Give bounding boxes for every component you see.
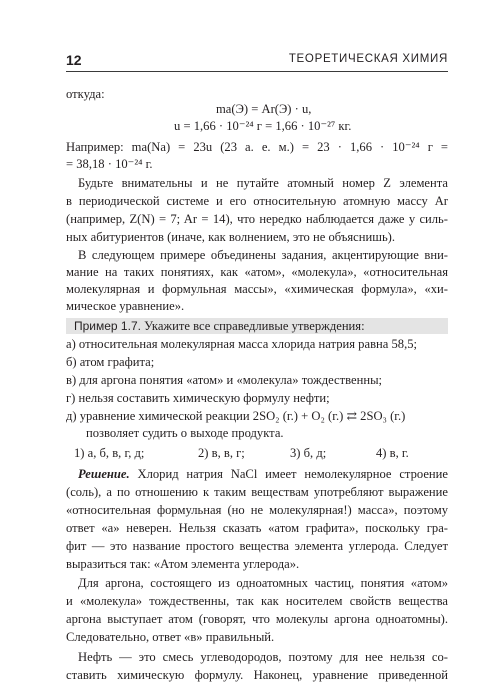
- running-title: ТЕОРЕТИЧЕСКАЯ ХИМИЯ: [288, 53, 448, 65]
- warning-line-1: Будьте внимательны и не путайте атомный номер Z элемента: [78, 176, 448, 190]
- formula-atomic-mass: mа(Э) = Ar(Э) · u,: [216, 102, 312, 116]
- example-na-line-2: = 38,18 · 10⁻²⁴ г.: [66, 157, 153, 171]
- next-line-1: В следующем примере объединены задания, акцентирующие вни-: [78, 248, 448, 262]
- argon-line-2: и «молекула» тождественны, так как носителем свойств вещества: [66, 594, 448, 608]
- answer-option-1: 1) а, б, в, г, д;: [74, 446, 145, 460]
- statement-a: а) относительная молекулярная масса хлорида натрия равна 58,5;: [66, 337, 418, 351]
- answer-option-2: 2) в, в, г;: [198, 446, 245, 460]
- answer-option-3: 3) б, д;: [290, 446, 327, 460]
- next-line-2: мание на таких понятиях, как «атом», «молекула», «относительная: [66, 265, 448, 279]
- solution-label: Решение.: [78, 467, 130, 481]
- solution-line-5: фит — это название простого вещества элемента углерода. Следует: [66, 539, 448, 553]
- word-otkuda: откуда:: [66, 87, 105, 101]
- statement-d-continued: позволяет судить о выходе продукта.: [86, 426, 284, 440]
- argon-line-1: Для аргона, состоящего из одноатомных частиц, понятия «атом»: [78, 576, 448, 590]
- statement-g: г) нельзя составить химическую формулу нефти;: [66, 391, 330, 405]
- page-number: 12: [66, 52, 82, 68]
- next-line-3: молекулярная и формульная массы», «химическая формула», «хи-: [66, 282, 448, 296]
- header-rule: [66, 71, 448, 72]
- statement-v: в) для аргона понятия «атом» и «молекула» тождественны;: [66, 373, 383, 387]
- warning-line-3: (например, Z(N) = 7; Ar = 14), что нередко наблюдается даже у силь-: [66, 212, 448, 226]
- answer-option-4: 4) в, г.: [376, 446, 409, 460]
- solution-line-6: выразиться так: «Атом элемента углерода».: [66, 557, 300, 571]
- solution-line-4: ответ «а» неверен. Нельзя сказать «атом графита», поскольку гра-: [66, 521, 448, 535]
- example-heading: [74, 318, 365, 334]
- formula-amu: u = 1,66 · 10⁻²⁴ г = 1,66 · 10⁻²⁷ кг.: [174, 119, 352, 133]
- solution-line-3: «относительная формульная (но не молекулярная!) масса», поэтому: [66, 503, 448, 517]
- example-prompt: Укажите все справедливые утверждения:: [144, 319, 365, 333]
- oil-line-2: ставить химическую формулу. Наконец, уравнение приведенной: [66, 668, 448, 682]
- solution-line-2: (соль), а по отношению к таким веществам употребляют выражение: [66, 485, 448, 499]
- warning-line-4: ных абитуриентов (иначе, как волнением, это не объяснишь).: [66, 230, 396, 244]
- example-label: Пример 1.7.: [74, 319, 141, 333]
- next-line-4: мическое уравнение».: [66, 299, 185, 313]
- example-na-line-1: Например: mа(Na) = 23u (23 а. е. м.) = 23 · 1,66 · 10⁻²⁴ г =: [66, 140, 448, 154]
- warning-line-2: в периодической системе и его относительную атомную массу Ar: [66, 194, 448, 208]
- solution-first-sentence: Хлорид натрия NaCl имеет немолекулярное строение: [137, 467, 448, 481]
- argon-line-4: Следовательно, ответ «в» правильный.: [66, 630, 275, 644]
- textbook-page: [66, 52, 448, 682]
- page-header: [66, 52, 448, 72]
- oil-line-1: Нефть — это смесь углеводородов, поэтому для нее нельзя со-: [78, 650, 448, 664]
- statement-d: д) уравнение химической реакции 2SO₂ (г.) + O₂ (г.) ⇄ 2SO₃ (г.): [66, 409, 406, 423]
- solution-line-1: [66, 466, 448, 482]
- argon-line-3: аргона выступает атом (говорят, что молекулы аргона одноатомны).: [66, 612, 448, 626]
- statement-b: б) атом графита;: [66, 355, 155, 369]
